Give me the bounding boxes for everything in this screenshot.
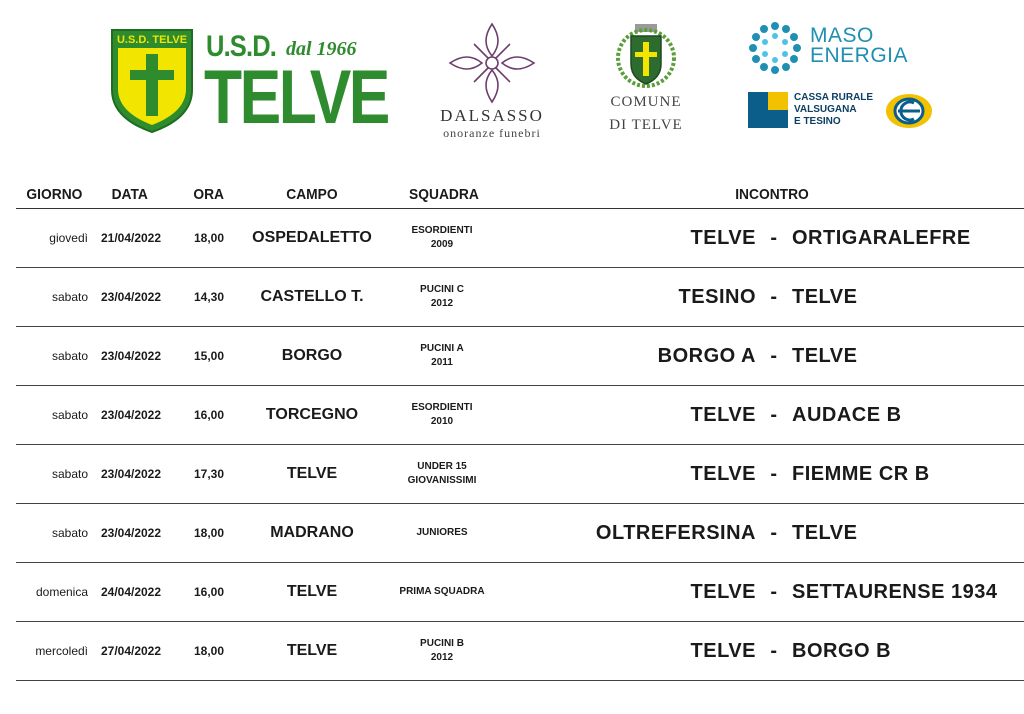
match-separator: - bbox=[770, 521, 778, 544]
cell-squadra bbox=[382, 209, 502, 267]
cell-ora: 15,00 bbox=[193, 349, 225, 363]
home-team: TELVE bbox=[690, 226, 756, 249]
away-team: TELVE bbox=[792, 344, 858, 367]
table-row bbox=[16, 622, 1024, 681]
cassa-line2: VALSUGANA bbox=[794, 104, 857, 115]
header-data: DATA bbox=[111, 186, 148, 203]
home-team: BORGO A bbox=[657, 344, 756, 367]
maso-line2: ENERGIA bbox=[810, 44, 909, 67]
home-team: TELVE bbox=[690, 580, 756, 603]
maso-energia-logo bbox=[746, 20, 936, 80]
home-team: OLTREFERSINA bbox=[595, 521, 756, 544]
cell-incontro bbox=[502, 563, 1024, 621]
table-row bbox=[16, 209, 1024, 268]
squadra-line1: ESORDIENTI bbox=[411, 225, 473, 236]
cell-giorno: sabato bbox=[51, 408, 88, 422]
squadra-line1: ESORDIENTI bbox=[411, 402, 473, 413]
match-separator: - bbox=[770, 580, 778, 603]
credito-cooperativo-icon bbox=[884, 92, 934, 130]
away-team: TELVE bbox=[792, 521, 858, 544]
cell-ora: 14,30 bbox=[193, 290, 225, 304]
away-team: BORGO B bbox=[792, 639, 892, 662]
squadra-line2: 2009 bbox=[430, 239, 454, 250]
away-team: TELVE bbox=[792, 285, 858, 308]
header-ora: ORA bbox=[193, 186, 225, 203]
cell-incontro bbox=[502, 504, 1024, 562]
cell-data: 27/04/2022 bbox=[100, 644, 162, 658]
match-separator: - bbox=[770, 344, 778, 367]
cell-data: 23/04/2022 bbox=[100, 526, 162, 540]
energy-ring-icon bbox=[746, 20, 804, 76]
squadra-line2: 2012 bbox=[430, 298, 454, 309]
cell-ora: 18,00 bbox=[193, 231, 225, 245]
cell-squadra bbox=[382, 563, 502, 621]
maso-line1: MASO bbox=[810, 24, 874, 47]
cell-giorno: mercoledì bbox=[35, 644, 88, 658]
match-separator: - bbox=[770, 226, 778, 249]
squadra-line2: 2011 bbox=[431, 357, 453, 368]
squadra-line2: 2010 bbox=[430, 416, 454, 427]
cassa-line1: CASSA RURALE bbox=[794, 92, 874, 103]
cell-campo: TELVE bbox=[286, 583, 338, 600]
cell-giorno: giovedì bbox=[49, 231, 88, 245]
comune-line1: COMUNE bbox=[610, 94, 682, 110]
match-separator: - bbox=[770, 639, 778, 662]
club-since: dal 1966 bbox=[286, 38, 357, 60]
cell-giorno: sabato bbox=[51, 290, 88, 304]
squadra-line1: PUCINI C bbox=[420, 284, 464, 295]
cell-giorno: domenica bbox=[35, 585, 88, 599]
match-separator: - bbox=[770, 403, 778, 426]
home-team: TELVE bbox=[690, 639, 756, 662]
cell-campo: BORGO bbox=[281, 347, 343, 364]
cell-campo: MADRANO bbox=[270, 524, 354, 541]
cell-ora: 16,00 bbox=[193, 408, 225, 422]
club-name: TELVE bbox=[204, 55, 388, 140]
club-wordmark bbox=[204, 30, 388, 140]
cell-ora: 16,00 bbox=[193, 585, 225, 599]
table-row bbox=[16, 504, 1024, 563]
comune-line2: DI TELVE bbox=[609, 117, 683, 133]
away-team: AUDACE B bbox=[792, 403, 902, 426]
cell-squadra bbox=[382, 504, 502, 562]
cell-squadra bbox=[382, 268, 502, 326]
sponsor-header bbox=[0, 0, 1024, 160]
cell-campo: OSPEDALETTO bbox=[252, 229, 372, 246]
cell-incontro bbox=[502, 622, 1024, 680]
cell-campo: TELVE bbox=[286, 465, 338, 482]
home-team: TESINO bbox=[678, 285, 756, 308]
squadra-line1: PUCINI B bbox=[420, 638, 464, 649]
cell-campo: TORCEGNO bbox=[265, 406, 359, 423]
cell-incontro bbox=[502, 386, 1024, 444]
squadra-line1: UNDER 15 bbox=[417, 461, 467, 472]
cell-ora: 18,00 bbox=[193, 526, 225, 540]
away-team: FIEMME CR B bbox=[792, 462, 930, 485]
cell-data: 23/04/2022 bbox=[100, 349, 162, 363]
cell-giorno: sabato bbox=[51, 526, 88, 540]
squadra-line1: PRIMA SQUADRA bbox=[399, 586, 485, 597]
table-row bbox=[16, 563, 1024, 622]
squadra-line1: PUCINI A bbox=[420, 343, 464, 354]
cell-ora: 18,00 bbox=[193, 644, 225, 658]
header-incontro: INCONTRO bbox=[735, 186, 809, 203]
cell-data: 23/04/2022 bbox=[100, 467, 162, 481]
cell-giorno: sabato bbox=[51, 349, 88, 363]
cell-incontro bbox=[502, 268, 1024, 326]
table-row bbox=[16, 386, 1024, 445]
cassa-line3: E TESINO bbox=[794, 116, 841, 127]
table-row bbox=[16, 445, 1024, 504]
header-giorno: GIORNO bbox=[26, 186, 83, 203]
cell-campo: TELVE bbox=[286, 642, 338, 659]
squadra-line2: 2012 bbox=[430, 652, 454, 663]
cell-ora: 17,30 bbox=[193, 467, 225, 481]
table-row bbox=[16, 327, 1024, 386]
cell-squadra bbox=[382, 327, 502, 385]
dalsasso-logo bbox=[430, 22, 554, 141]
header-campo: CAMPO bbox=[286, 186, 338, 203]
cell-incontro bbox=[502, 209, 1024, 267]
match-separator: - bbox=[770, 285, 778, 308]
match-schedule-table bbox=[16, 180, 1024, 681]
home-team: TELVE bbox=[690, 462, 756, 485]
cell-data: 23/04/2022 bbox=[100, 408, 162, 422]
cell-data: 21/04/2022 bbox=[100, 231, 162, 245]
dalsasso-subtitle: onoranze funebri bbox=[443, 126, 541, 140]
comune-logo bbox=[598, 20, 694, 134]
table-row bbox=[16, 268, 1024, 327]
table-body bbox=[16, 209, 1024, 681]
cell-data: 24/04/2022 bbox=[100, 585, 162, 599]
cell-squadra bbox=[382, 386, 502, 444]
cell-giorno: sabato bbox=[51, 467, 88, 481]
match-separator: - bbox=[770, 462, 778, 485]
shield-text: U.S.D. TELVE bbox=[116, 34, 188, 46]
away-team: SETTAURENSE 1934 bbox=[792, 580, 998, 603]
ornament-icon bbox=[444, 22, 540, 104]
away-team: ORTIGARALEFRE bbox=[792, 226, 971, 249]
squadra-line2: GIOVANISSIMI bbox=[407, 475, 477, 486]
header-squadra: SQUADRA bbox=[409, 186, 479, 203]
cell-incontro bbox=[502, 445, 1024, 503]
club-abbr: U.S.D. bbox=[206, 30, 277, 63]
cell-incontro bbox=[502, 327, 1024, 385]
cell-squadra bbox=[382, 622, 502, 680]
home-team: TELVE bbox=[690, 403, 756, 426]
table-header bbox=[16, 180, 1024, 209]
bank-square-accent-icon bbox=[768, 92, 788, 110]
club-shield-logo bbox=[108, 26, 196, 136]
squadra-line1: JUNIORES bbox=[416, 527, 468, 538]
cell-campo: CASTELLO T. bbox=[260, 288, 364, 305]
cell-squadra bbox=[382, 445, 502, 503]
municipal-crest-icon bbox=[611, 20, 681, 88]
dalsasso-name: DALSASSO bbox=[440, 106, 544, 125]
cell-data: 23/04/2022 bbox=[100, 290, 162, 304]
cassa-rurale-logo bbox=[748, 92, 938, 132]
